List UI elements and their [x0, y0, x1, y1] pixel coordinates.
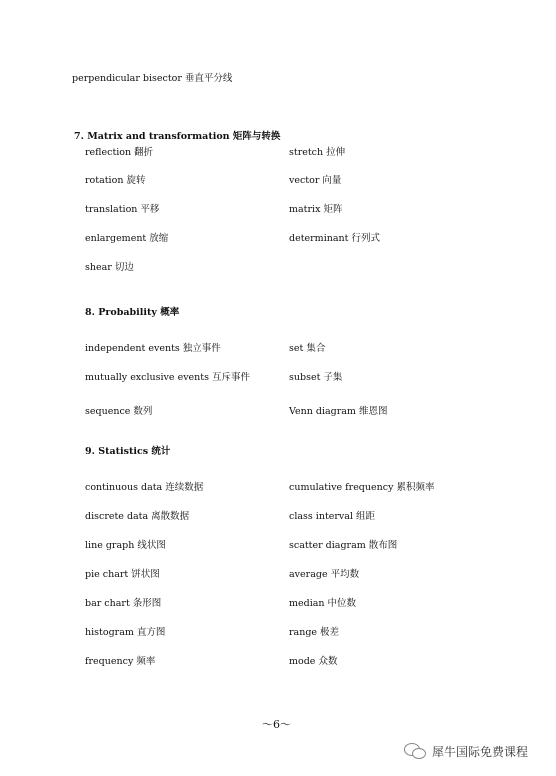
term-line-graph: line graph 线状图 — [85, 540, 166, 551]
term-frequency: frequency 频率 — [85, 656, 156, 667]
page-number: ～6～ — [262, 718, 291, 731]
term-scatter-diagram: scatter diagram 散布图 — [289, 540, 398, 551]
term-discrete-data: discrete data 离散数据 — [85, 511, 190, 522]
term-class-interval: class interval 组距 — [289, 511, 376, 522]
term-continuous-data: continuous data 连续数据 — [85, 482, 204, 493]
term-perpendicular-bisector: perpendicular bisector 垂直平分线 — [72, 73, 233, 84]
term-mutually-exclusive: mutually exclusive events 互斥事件 — [85, 372, 251, 383]
term-subset: subset 子集 — [289, 372, 343, 383]
term-reflection: reflection 翻折 — [85, 147, 154, 158]
term-shear: shear 切边 — [85, 262, 134, 273]
term-determinant: determinant 行列式 — [289, 233, 380, 244]
term-translation: translation 平移 — [85, 204, 160, 215]
term-median: median 中位数 — [289, 598, 357, 609]
term-cumulative-frequency: cumulative frequency 累积频率 — [289, 482, 435, 493]
term-independent-events: independent events 独立事件 — [85, 343, 221, 354]
term-matrix: matrix 矩阵 — [289, 204, 343, 215]
term-histogram: histogram 直方图 — [85, 627, 166, 638]
term-pie-chart: pie chart 饼状图 — [85, 569, 160, 580]
term-range: range 极差 — [289, 627, 340, 638]
term-bar-chart: bar chart 条形图 — [85, 598, 162, 609]
term-rotation: rotation 旋转 — [85, 175, 146, 186]
wechat-icon — [404, 742, 426, 760]
term-enlargement: enlargement 放缩 — [85, 233, 169, 244]
term-stretch: stretch 拉伸 — [289, 147, 346, 158]
section-heading-probability: 8. Probability 概率 — [85, 307, 180, 318]
watermark-text: 犀牛国际免费课程 — [432, 744, 529, 759]
section-heading-matrix: 7. Matrix and transformation 矩阵与转换 — [74, 131, 281, 142]
section-heading-statistics: 9. Statistics 统计 — [85, 446, 171, 457]
term-mode: mode 众数 — [289, 656, 338, 667]
watermark — [404, 742, 528, 760]
term-average: average 平均数 — [289, 569, 360, 580]
term-set: set 集合 — [289, 343, 326, 354]
term-sequence: sequence 数列 — [85, 406, 153, 417]
term-vector: vector 向量 — [289, 175, 342, 186]
term-venn-diagram: Venn diagram 维恩图 — [289, 406, 388, 417]
